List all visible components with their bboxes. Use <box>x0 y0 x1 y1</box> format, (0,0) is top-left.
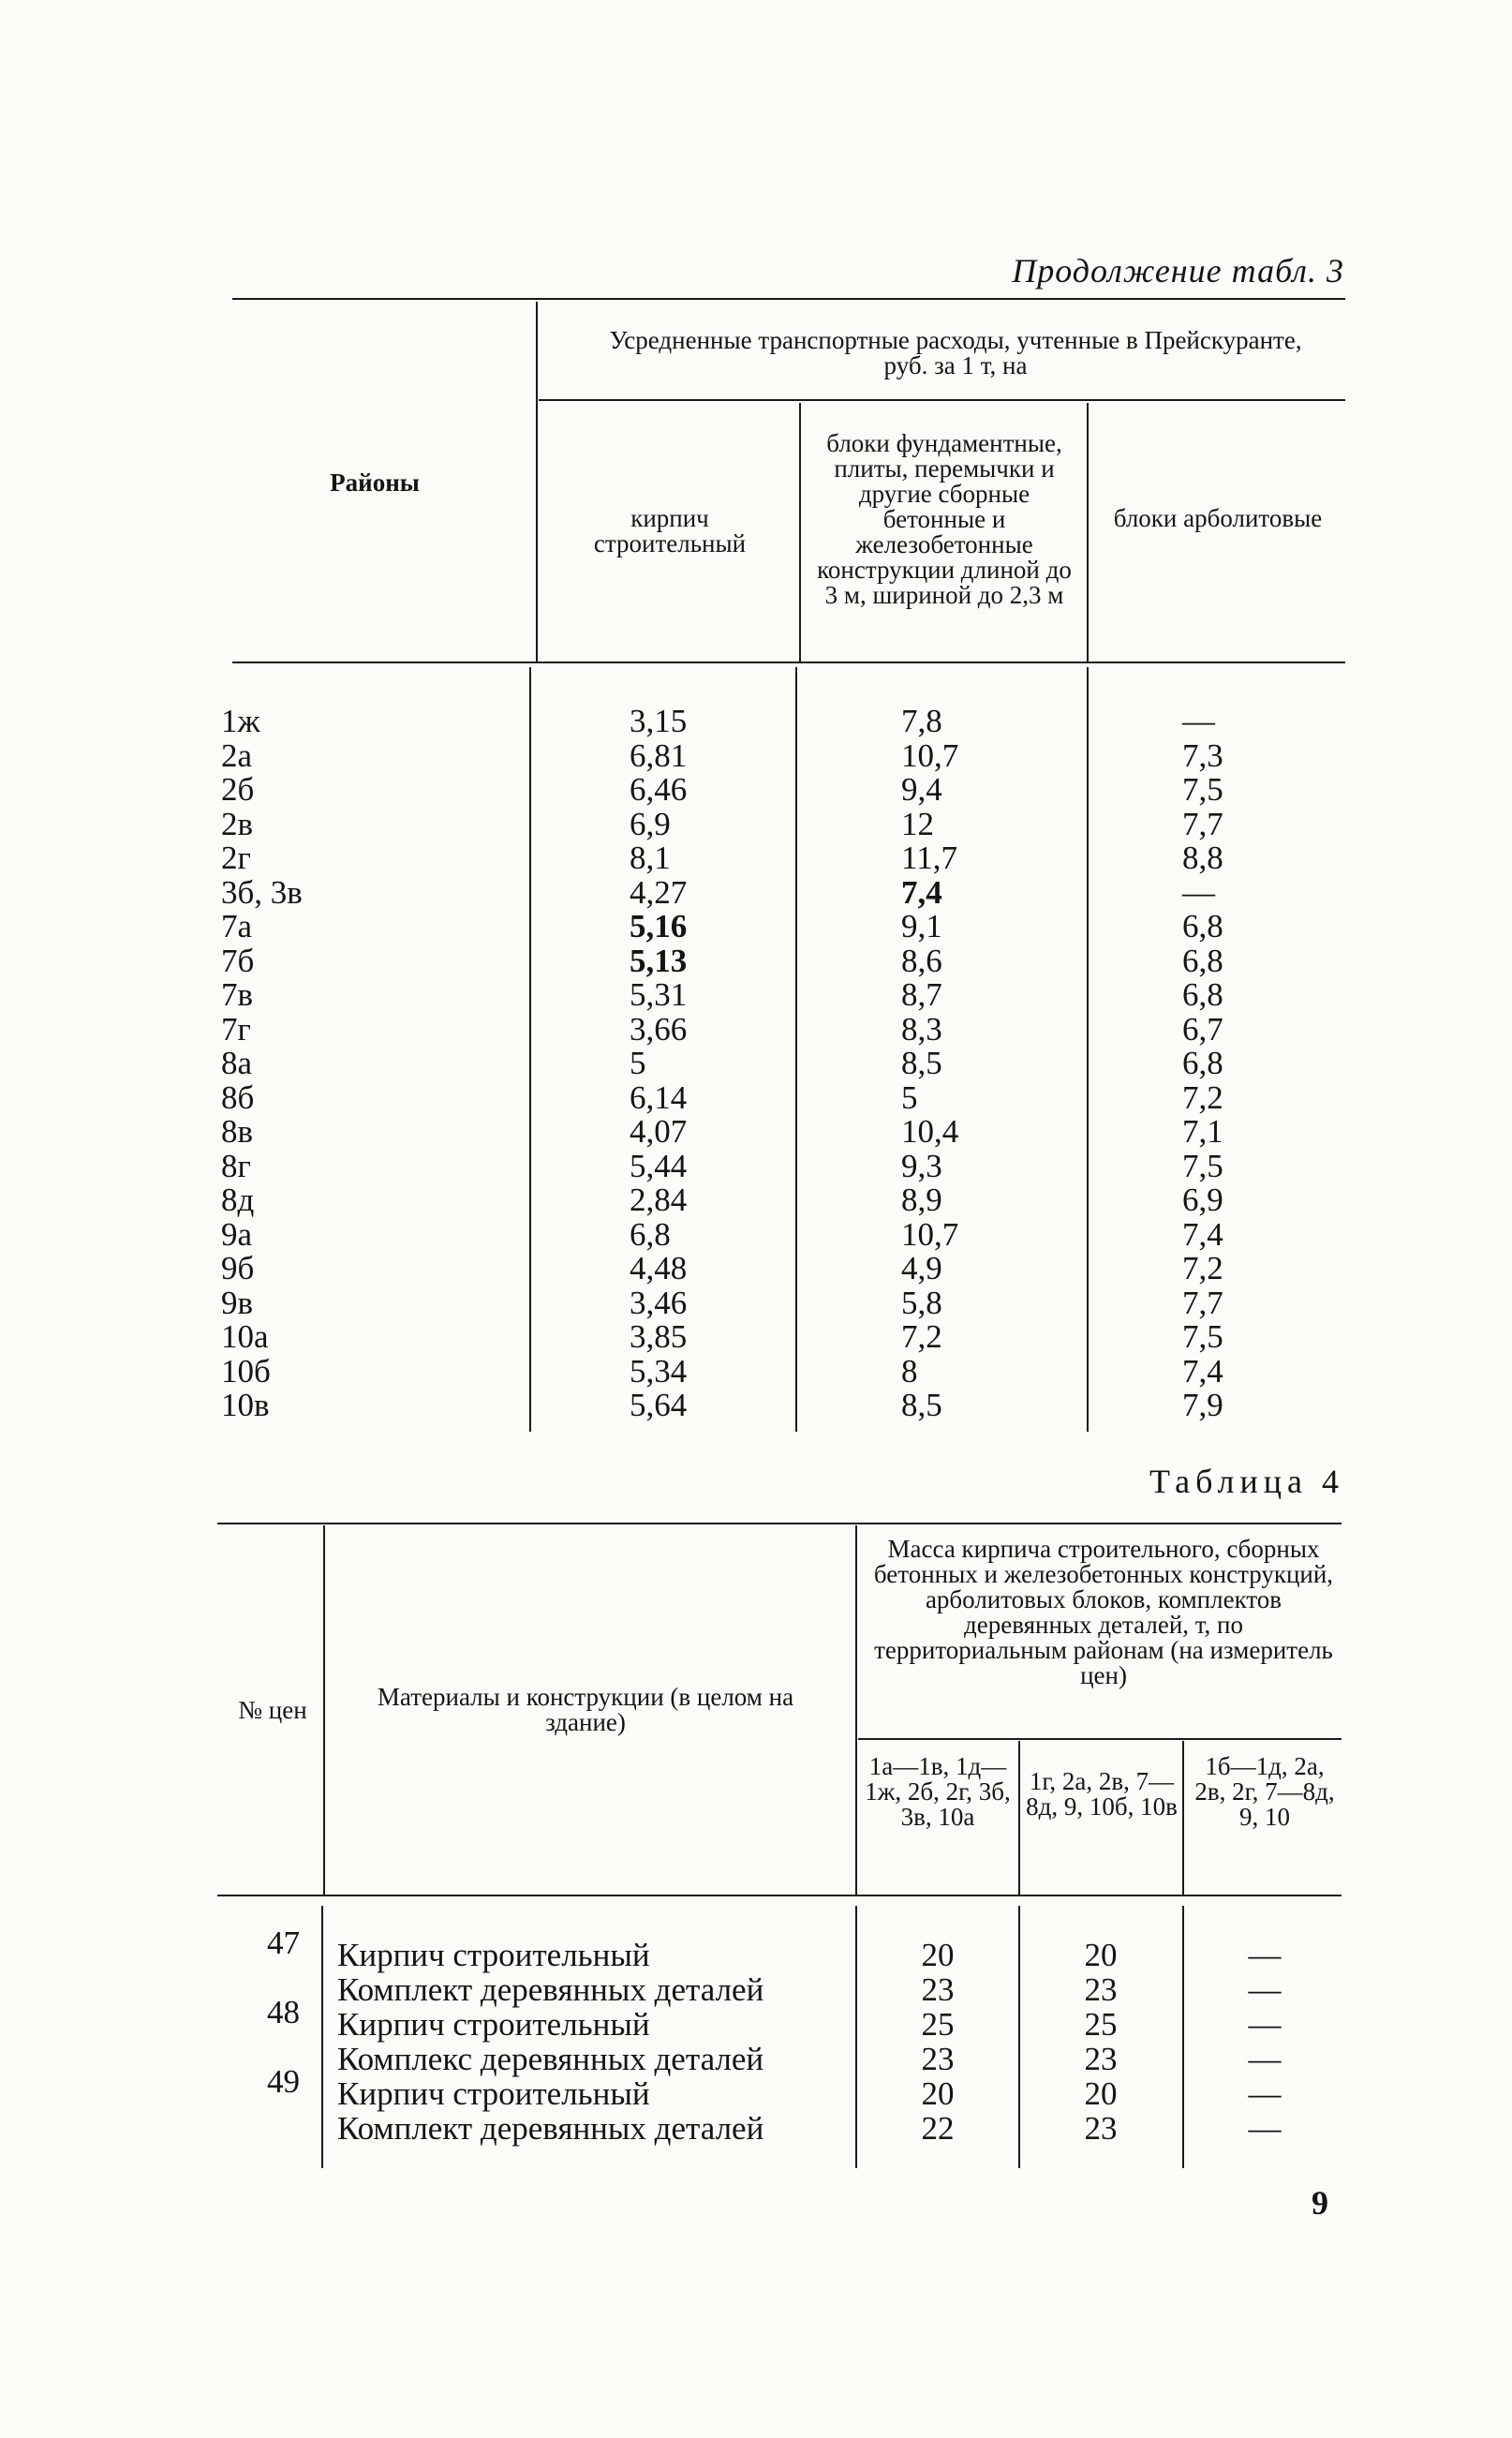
table3-top-rule <box>232 298 1345 300</box>
arbolit-cell: 7,5 <box>1182 1147 1223 1184</box>
mass-cell: 23 <box>921 2041 955 2077</box>
blocks-cell: 8,7 <box>901 976 942 1013</box>
mass-cell: — <box>1248 2075 1282 2112</box>
mass-cell: — <box>1248 2110 1282 2147</box>
table4-header-materials: Материалы и конструкции (в целом на здание) <box>377 1683 794 1736</box>
region-cell: 8б <box>221 1078 255 1116</box>
mass-cell: 25 <box>1084 2006 1118 2043</box>
brick-cell: 2,84 <box>630 1182 688 1218</box>
table4-top-rule <box>217 1523 1342 1524</box>
arbolit-cell: 7,3 <box>1182 736 1223 774</box>
arbolit-cell: 7,9 <box>1182 1387 1223 1423</box>
brick-cell: 6,8 <box>630 1215 671 1253</box>
blocks-cell: 11,7 <box>901 840 957 876</box>
table4-divider-1 <box>323 1525 325 1895</box>
arbolit-cell: 6,8 <box>1182 942 1223 979</box>
table4-header-bottom-rule <box>217 1895 1342 1896</box>
region-cell: 7а <box>221 908 253 944</box>
price-number-cell <box>225 1960 300 1995</box>
mass-cell: 20 <box>1084 1937 1118 1973</box>
arbolit-cell: 6,9 <box>1182 1182 1223 1218</box>
region-cell: 2в <box>221 805 254 842</box>
blocks-cell: 12 <box>901 805 934 842</box>
arbolit-cell: 6,8 <box>1182 908 1223 944</box>
arbolit-cell: — <box>1182 703 1215 739</box>
price-number-cell: 47 <box>267 1925 300 1961</box>
table3-group-rule <box>539 399 1345 401</box>
brick-cell: 3,85 <box>630 1318 688 1355</box>
table3-header-group: Усредненные транспортные расходы, учтенные в Прейскуранте, руб. за 1 т, на <box>609 326 1302 379</box>
brick-cell: 5 <box>630 1045 646 1081</box>
mass-cell: 23 <box>1084 1971 1118 2008</box>
arbolit-cell: 7,5 <box>1182 771 1223 808</box>
table3-body-divider-3 <box>1087 667 1089 1432</box>
arbolit-cell: 6,8 <box>1182 976 1223 1013</box>
material-cell: Комплекс деревянных деталей <box>337 2041 764 2077</box>
mass-cell: 23 <box>1084 2110 1118 2147</box>
region-cell: 7г <box>221 1010 251 1048</box>
blocks-cell: 7,4 <box>901 873 942 911</box>
arbolit-cell: 7,1 <box>1182 1113 1223 1150</box>
table4-body-divider-1 <box>321 1906 323 2168</box>
mass-cell: 23 <box>921 1971 955 2008</box>
blocks-cell: 10,7 <box>901 1215 959 1253</box>
brick-cell: 5,13 <box>630 942 688 979</box>
arbolit-cell: 7,5 <box>1182 1318 1223 1355</box>
region-cell: 2г <box>221 840 251 876</box>
table3-header-brick: кирпич строительный <box>593 504 747 557</box>
price-number-cell: 48 <box>267 1994 300 2030</box>
region-cell: 2б <box>221 771 255 808</box>
blocks-cell: 9,3 <box>901 1147 942 1184</box>
material-cell: Кирпич строительный <box>337 2075 650 2112</box>
table4-title: Таблица 4 <box>1149 1463 1344 1500</box>
table3-divider-1 <box>536 302 538 662</box>
arbolit-cell: — <box>1182 873 1215 911</box>
brick-cell: 5,31 <box>630 976 688 1013</box>
material-cell: Комплект деревянных деталей <box>337 2110 764 2147</box>
brick-cell: 6,14 <box>630 1078 688 1116</box>
region-cell: 9а <box>221 1215 253 1253</box>
region-cell: 8в <box>221 1113 254 1150</box>
table4-divider-2 <box>855 1525 857 1895</box>
blocks-cell: 5 <box>901 1078 918 1116</box>
price-number-cell: 49 <box>267 2063 300 2100</box>
arbolit-cell: 6,8 <box>1182 1045 1223 1081</box>
arbolit-cell: 6,7 <box>1182 1010 1223 1048</box>
table4-no-column <box>225 1925 300 2133</box>
mass-cell: 20 <box>921 2075 955 2112</box>
arbolit-cell: 7,4 <box>1182 1215 1223 1253</box>
table4-body-divider-4 <box>1182 1906 1184 2168</box>
mass-cell: — <box>1248 1971 1282 2008</box>
table4-mass1-column <box>858 1938 1017 2146</box>
table4-mass3-column <box>1185 1938 1344 2146</box>
mass-cell: — <box>1248 1937 1282 1973</box>
brick-cell: 3,15 <box>630 703 688 739</box>
brick-cell: 5,34 <box>630 1352 688 1390</box>
price-number-cell <box>225 2099 300 2133</box>
region-cell: 10б <box>221 1352 271 1390</box>
table4-header-no: № цен <box>238 1696 307 1724</box>
blocks-cell: 9,1 <box>901 908 942 944</box>
region-cell: 10а <box>221 1318 269 1355</box>
arbolit-cell: 7,2 <box>1182 1078 1223 1116</box>
region-cell: 2а <box>221 736 253 774</box>
material-cell: Кирпич строительный <box>337 2006 650 2043</box>
blocks-cell: 8,5 <box>901 1387 942 1423</box>
table4-mass2-column <box>1021 1938 1180 2146</box>
material-cell: Комплект деревянных деталей <box>337 1971 764 2008</box>
mass-cell: 20 <box>1084 2075 1118 2112</box>
blocks-cell: 7,2 <box>901 1318 942 1355</box>
table3-brick-column <box>630 705 770 1423</box>
table4-divider-4 <box>1182 1741 1184 1895</box>
table3-header-arbolit: блоки арболитовые <box>1113 504 1323 532</box>
region-cell: 9в <box>221 1284 254 1321</box>
arbolit-cell: 7,2 <box>1182 1250 1223 1286</box>
mass-cell: — <box>1248 2041 1282 2077</box>
brick-cell: 5,16 <box>630 908 688 944</box>
table3-blocks-column <box>901 705 1042 1423</box>
table4-divider-3 <box>1018 1741 1020 1895</box>
table3-header-blocks: блоки фундаментные, плиты, перемычки и другие сборные бетонные и железобетонные конструкции длиной до 3 м, шириной до 2,3 м <box>817 429 1072 609</box>
blocks-cell: 8,6 <box>901 942 942 979</box>
region-cell: 3б, 3в <box>221 873 303 911</box>
blocks-cell: 8,3 <box>901 1010 942 1048</box>
blocks-cell: 8,5 <box>901 1045 942 1081</box>
region-cell: 9б <box>221 1250 255 1286</box>
table3-region-column <box>221 705 446 1423</box>
table4-materials-column <box>337 1938 848 2146</box>
mass-cell: 23 <box>1084 2041 1118 2077</box>
brick-cell: 3,66 <box>630 1010 688 1048</box>
table4-header-sub3: 1б—1д, 2а, 2в, 2г, 7—8д, 9, 10 <box>1194 1752 1335 1831</box>
region-cell: 8д <box>221 1182 255 1218</box>
brick-cell: 4,27 <box>630 873 688 911</box>
mass-cell: 20 <box>921 1937 955 1973</box>
blocks-cell: 4,9 <box>901 1250 942 1286</box>
brick-cell: 4,48 <box>630 1250 688 1286</box>
arbolit-cell: 8,8 <box>1182 840 1223 876</box>
table3-divider-3 <box>1087 403 1089 662</box>
blocks-cell: 8 <box>901 1352 918 1390</box>
table4-body-divider-2 <box>855 1906 857 2168</box>
page-number: 9 <box>1312 2184 1328 2222</box>
brick-cell: 5,64 <box>630 1387 688 1423</box>
table4-header-group: Масса кирпича строительного, сборных бетонных и железобетонных конструкций, арболитовых блоков, комплектов деревянных деталей, т, по территориальным районам (на измеритель цен) <box>873 1535 1334 1689</box>
table3-body-divider-2 <box>795 667 797 1432</box>
region-cell: 8а <box>221 1045 253 1081</box>
blocks-cell: 9,4 <box>901 771 942 808</box>
material-cell: Кирпич строительный <box>337 1937 650 1973</box>
brick-cell: 5,44 <box>630 1147 688 1184</box>
region-cell: 10в <box>221 1387 270 1423</box>
brick-cell: 6,9 <box>630 805 671 842</box>
table3-header-regions: Районы <box>330 468 420 497</box>
brick-cell: 6,46 <box>630 771 688 808</box>
region-cell: 1ж <box>221 703 260 739</box>
table3-arbolit-column <box>1182 705 1276 1423</box>
blocks-cell: 8,9 <box>901 1182 942 1218</box>
blocks-cell: 10,4 <box>901 1113 959 1150</box>
table3-body-divider-1 <box>529 667 531 1432</box>
mass-cell: 22 <box>921 2110 955 2147</box>
table4-header-sub2: 1г, 2а, 2в, 7—8д, 9, 10б, 10в <box>1026 1767 1178 1821</box>
table3-continuation-title: Продолжение табл. 3 <box>1012 252 1344 290</box>
table3-divider-2 <box>799 403 801 662</box>
arbolit-cell: 7,7 <box>1182 805 1223 842</box>
blocks-cell: 5,8 <box>901 1284 942 1321</box>
blocks-cell: 7,8 <box>901 703 942 739</box>
arbolit-cell: 7,7 <box>1182 1284 1223 1321</box>
brick-cell: 8,1 <box>630 840 671 876</box>
blocks-cell: 10,7 <box>901 736 959 774</box>
table4-header-sub1: 1а—1в, 1д—1ж, 2б, 2г, 3б, 3в, 10а <box>865 1752 1011 1831</box>
brick-cell: 6,81 <box>630 736 688 774</box>
arbolit-cell: 7,4 <box>1182 1352 1223 1390</box>
price-number-cell <box>225 2029 300 2064</box>
region-cell: 7в <box>221 976 254 1013</box>
table4-group-rule <box>858 1738 1342 1740</box>
brick-cell: 4,07 <box>630 1113 688 1150</box>
table3-header-bottom-rule <box>232 662 1345 663</box>
region-cell: 8г <box>221 1147 251 1184</box>
table4-body-divider-3 <box>1018 1906 1020 2168</box>
region-cell: 7б <box>221 942 255 979</box>
brick-cell: 3,46 <box>630 1284 688 1321</box>
mass-cell: 25 <box>921 2006 955 2043</box>
mass-cell: — <box>1248 2006 1282 2043</box>
